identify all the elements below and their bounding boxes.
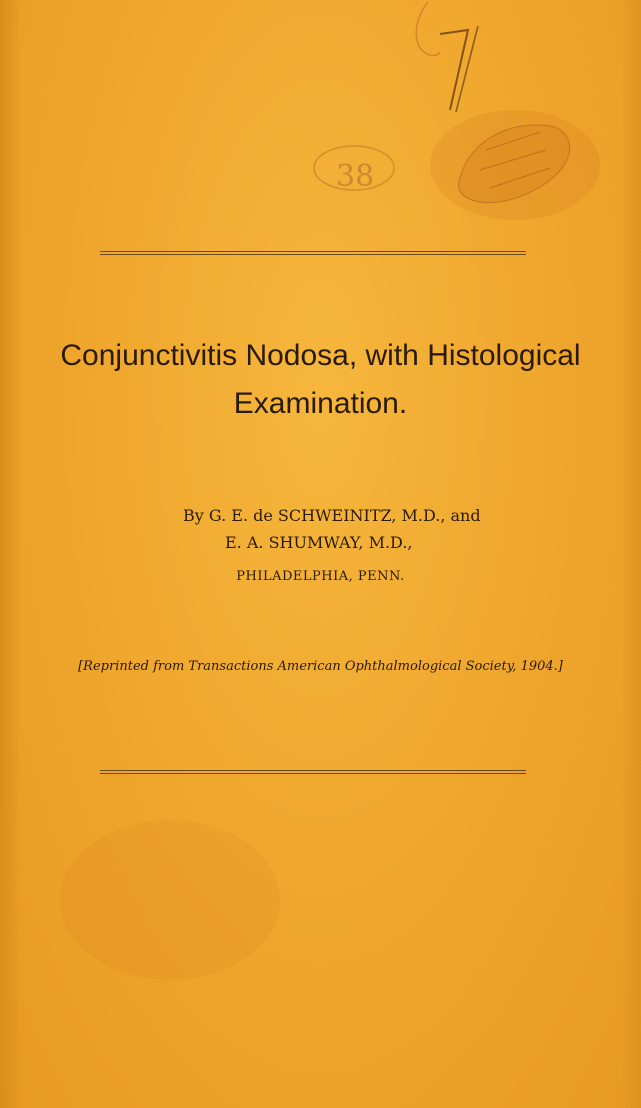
page-edge-right bbox=[621, 0, 641, 1108]
title-line-2: Examination. bbox=[233, 387, 408, 420]
author-line-1: By G. E. de SCHWEINITZ, M.D., and bbox=[183, 506, 481, 525]
handwritten-annotation bbox=[300, 0, 600, 220]
bottom-rule bbox=[100, 770, 526, 774]
page-edge-left bbox=[0, 0, 22, 1108]
reprint-note: [Reprinted from Transactions American Ophthalmological Society, 1904.] bbox=[78, 659, 563, 674]
document-title bbox=[20, 332, 621, 428]
title-line-1: Conjunctivitis Nodosa, with Histological bbox=[60, 339, 581, 372]
handwritten-number: 38 bbox=[336, 159, 375, 194]
paper-stain bbox=[60, 820, 280, 980]
author-place: PHILADELPHIA, PENN. bbox=[236, 569, 405, 584]
top-rule bbox=[100, 251, 526, 255]
author-line-2: E. A. SHUMWAY, M.D., bbox=[225, 533, 413, 552]
